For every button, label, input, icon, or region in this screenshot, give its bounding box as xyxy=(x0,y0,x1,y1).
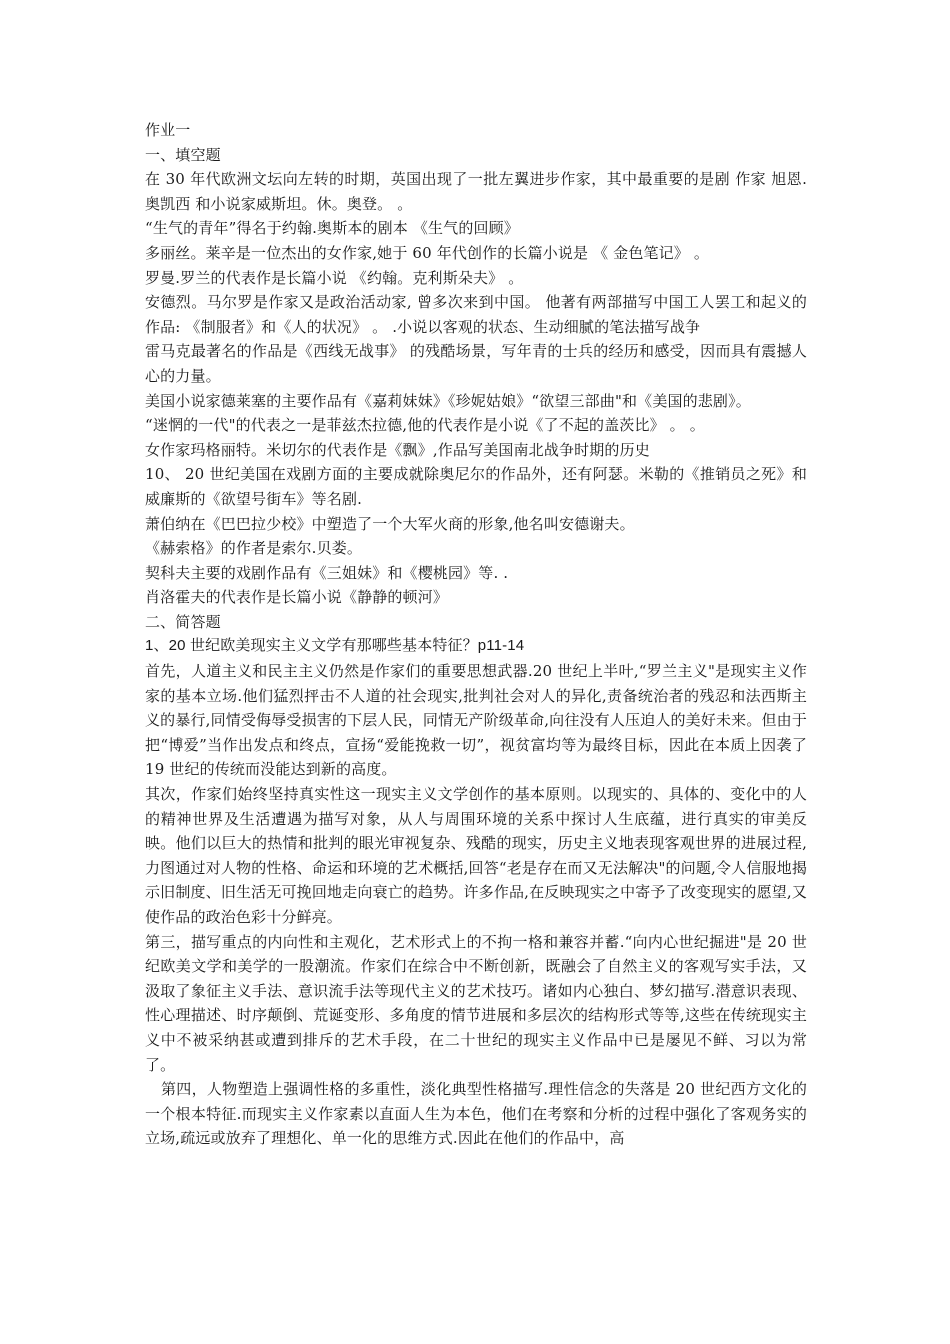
fill-in-item: 雷马克最著名的作品是《西线无战事》 的残酷场景，写年青的士兵的经历和感受，因而具有震撼人心的力量。 xyxy=(145,342,807,385)
answer-paragraph: 第四，人物塑造上强调性格的多重性，淡化典型性格描写.理性信念的失落是 20 世纪西方文化的一个根本特征.而现实主义作家素以直面人生为本色，他们在考察和分析的过程中强化了客观务实的立场,疏远或放弃了理想化、单一化的思维方式.因此在他们的作品中，高 xyxy=(145,1080,807,1148)
fill-in-item: 契科夫主要的戏剧作品有《三姐妹》和《樱桃园》等. . xyxy=(145,563,509,582)
fill-in-item: 多丽丝。莱辛是一位杰出的女作家,她于 60 年代创作的长篇小说是 《 金色笔记》 。 xyxy=(145,243,709,262)
fill-in-item: 10、 20 世纪美国在戏剧方面的主要成就除奥尼尔的作品外，还有阿瑟。米勒的《推销员之死》和威廉斯的《欲望号街车》等名剧. xyxy=(145,465,807,508)
fill-in-item: 在 30 年代欧洲文坛向左转的时期，英国出现了一批左翼进步作家，其中最重要的是剧 作家 旭恩.奥凯西 和小说家威斯坦。休。奥登。 。 xyxy=(145,170,807,213)
fill-in-item: 肖洛霍夫的代表作是长篇小说《静静的顿河》 xyxy=(145,588,449,607)
fill-in-item: 罗曼.罗兰的代表作是长篇小说 《约翰。克利斯朵夫》 。 xyxy=(145,268,524,287)
fill-in-item: 《赫索格》的作者是索尔.贝娄。 xyxy=(145,539,363,558)
fill-in-item: “迷惘的一代"的代表之一是菲兹杰拉德,他的代表作是小说《了不起的盖茨比》 。 。 xyxy=(145,416,705,435)
answer-paragraph: 首先，人道主义和民主主义仍然是作家们的重要思想武器.20 世纪上半叶,“罗兰主义"是现实主义作家的基本立场.他们猛烈抨击不人道的社会现实,批判社会对人的异化,责备统治者的残忍和法西斯主义的暴行,同情受侮辱受损害的下层人民，同情无产阶级革命,向往没有人压迫人的美好未来。但由于把“博爱”当作出发点和终点，宣扬“爱能挽救一切”，视贫富均等为最终目标，因此在本质上因袭了 19 世纪的传统而没能达到新的高度。 xyxy=(145,662,807,779)
fill-in-item: 安德烈。马尔罗是作家又是政治活动家, 曾多次来到中国。 他著有两部描写中国工人罢工和起义的作品: 《制服者》和《人的状况》 。 .小说以客观的状态、生动细腻的笔法描写战争 xyxy=(145,293,807,336)
fill-in-item: 美国小说家德莱塞的主要作品有《嘉莉妹妹》《珍妮姑娘》“欲望三部曲"和《美国的悲剧》。 xyxy=(145,391,751,410)
question-heading: 1、20 世纪欧美现实主义文学有那哪些基本特征？p11-14 xyxy=(145,637,525,655)
fill-in-item: 萧伯纳在《巴巴拉少校》中塑造了一个大军火商的形象,他名叫安德谢夫。 xyxy=(145,514,635,533)
fill-in-item: 女作家玛格丽特。米切尔的代表作是《飘》,作品写美国南北战争时期的历史 xyxy=(145,440,650,459)
document-page xyxy=(145,118,807,1151)
fill-in-item: “生气的青年”得名于约翰.奥斯本的剧本 《生气的回顾》 xyxy=(145,219,519,238)
section-heading-short-answer: 二、简答题 xyxy=(145,612,221,631)
answer-paragraph: 其次，作家们始终坚持真实性这一现实主义文学创作的基本原则。以现实的、具体的、变化中的人的精神世界及生活遭遇为描写对象，从人与周围环境的关系中探讨人生底蕴，进行真实的审美反映。他们以巨大的热情和批判的眼光审视复杂、残酷的现实，历史主义地表现客观世界的进展过程,力图通过对人物的性格、命运和环境的艺术概括,回答“老是存在而又无法解决"的问题,令人信服地揭示旧制度、旧生活无可挽回地走向衰亡的趋势。许多作品,在反映现实之中寄予了改变现实的愿望,又使作品的政治色彩十分鲜亮。 xyxy=(145,785,807,926)
document-title: 作业一 xyxy=(145,121,191,139)
answer-paragraph: 第三，描写重点的内向性和主观化，艺术形式上的不拘一格和兼容并蓄.“向内心世纪掘进"是 20 世纪欧美文学和美学的一股潮流。作家们在综合中不断创新，既融会了自然主义的客观写实手法，又汲取了象征主义手法、意识流手法等现代主义的艺术技巧。诸如内心独白、梦幻描写.潜意识表现、性心理描述、时序颠倒、荒诞变形、多角度的情节进展和多层次的结构形式等等,这些在传统现实主义中不被采纳甚或遭到排斥的艺术手段，在二十世纪的现实主义作品中已是屡见不鲜、习以为常了。 xyxy=(145,932,807,1074)
section-heading-fill-in: 一、填空题 xyxy=(145,145,221,164)
